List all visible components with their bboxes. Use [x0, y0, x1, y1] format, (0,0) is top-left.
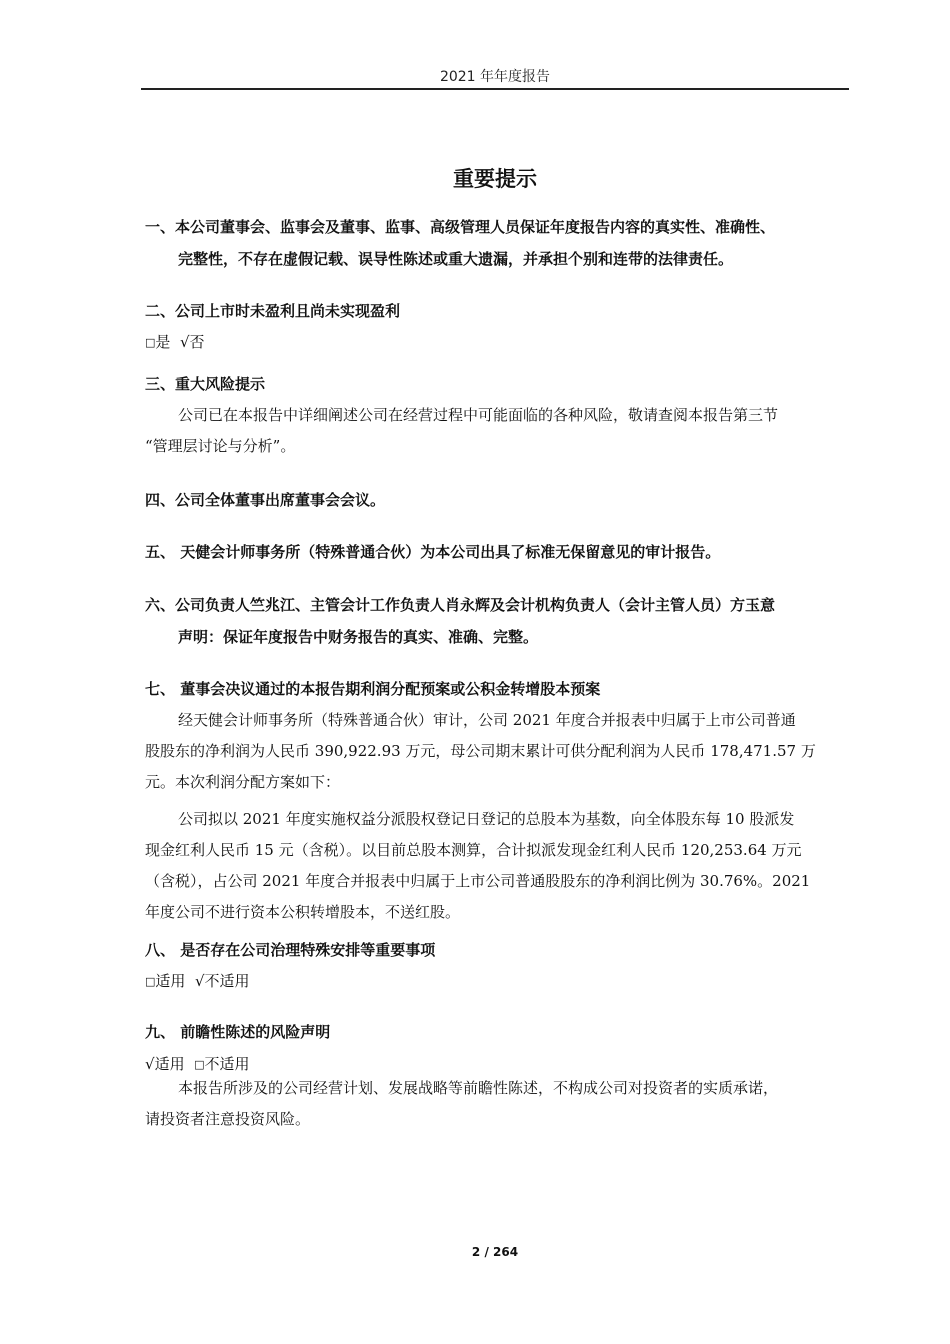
checkmark-icon: √: [179, 333, 190, 351]
option-label: 不适用: [204, 972, 250, 990]
paragraph-line: 股股东的净利润为人民币 390,922.93 万元，母公司期末累计可供分配利润为人民币 178,471.57 万: [145, 742, 816, 760]
paragraph-line: 请投资者注意投资风险。: [145, 1110, 311, 1128]
paragraph-line: 本报告所涉及的公司经营计划、发展战略等前瞻性陈述，不构成公司对投资者的实质承诺，: [178, 1079, 779, 1097]
section-number: 七、: [145, 680, 176, 698]
section-text: 公司全体董事出席董事会会议。: [175, 491, 386, 509]
option-label: 不适用: [204, 1055, 250, 1073]
paragraph-line: “管理层讨论与分析”。: [145, 437, 296, 455]
section-text: 天健会计师事务所（特殊普通合伙）为本公司出具了标准无保留意见的审计报告。: [175, 543, 721, 561]
paragraph-line: 公司已在本报告中详细阐述公司在经营过程中可能面临的各种风险，敬请查阅本报告第三节: [178, 406, 779, 424]
section-text: 重大风险提示: [175, 375, 266, 393]
section-text: 是否存在公司治理特殊安排等重要事项: [175, 941, 436, 959]
option-label: 适用: [154, 1055, 185, 1073]
checkmark-icon: √: [194, 972, 205, 990]
option-line-governance: [145, 969, 250, 994]
section-text: 董事会决议通过的本报告期利润分配预案或公积金转增股本预案: [175, 680, 601, 698]
option-label: 是: [155, 333, 171, 351]
checkbox-icon: □: [145, 336, 156, 349]
paragraph-line: 经天健会计师事务所（特殊普通合伙）审计，公司 2021 年度合并报表中归属于上市公司普通: [178, 711, 796, 729]
checkbox-icon: □: [194, 1058, 205, 1071]
paragraph-line: 元。本次利润分配方案如下：: [145, 773, 341, 791]
page-title: 重要提示: [453, 167, 537, 191]
section-7: [145, 673, 853, 705]
section-text: 声明：保证年度报告中财务报告的真实、准确、完整。: [178, 628, 539, 646]
risk-paragraph: [145, 400, 853, 462]
paragraph-line: 现金红利人民币 15 元（含税）。以目前总股本测算，合计拟派发现金红利人民币 120,253.64 万元: [145, 841, 802, 859]
option-label: 适用: [155, 972, 186, 990]
section-number: 四、: [145, 491, 176, 509]
header-divider: [141, 88, 849, 90]
option-line-listed-profit: [145, 330, 205, 355]
section-1: [145, 211, 853, 275]
section-number: 三、: [145, 375, 176, 393]
section-text: 公司负责人竺兆江、主管会计工作负责人肖永辉及会计机构负责人（会计主管人员）方玉意: [175, 596, 776, 614]
section-4: [145, 484, 853, 516]
forward-paragraph: [145, 1073, 853, 1135]
paragraph-line: 公司拟以 2021 年度实施权益分派股权登记日登记的总股本为基数，向全体股东每 10 股派发: [178, 810, 795, 828]
section-text: 本公司董事会、监事会及董事、监事、高级管理人员保证年度报告内容的真实性、准确性、: [175, 218, 776, 236]
section-text: 公司上市时未盈利且尚未实现盈利: [175, 302, 401, 320]
section-5: [145, 536, 853, 568]
section-number: 八、: [145, 941, 176, 959]
paragraph-line: 年度公司不进行资本公积转增股本，不送红股。: [145, 903, 461, 921]
page-number: 2 / 264: [471, 1245, 519, 1259]
section-number: 五、: [145, 543, 176, 561]
profit-paragraph-1: [145, 705, 853, 798]
profit-paragraph-2: [145, 804, 853, 928]
section-number: 九、: [145, 1023, 176, 1041]
section-number: 一、: [145, 218, 176, 236]
running-header: 2021 年年度报告: [439, 69, 551, 85]
section-number: 二、: [145, 302, 176, 320]
section-text: 完整性，不存在虚假记载、误导性陈述或重大遗漏，并承担个别和连带的法律责任。: [178, 250, 734, 268]
option-label: 否: [189, 333, 205, 351]
checkmark-icon: √: [145, 1055, 155, 1073]
section-text: 前瞻性陈述的风险声明: [175, 1023, 331, 1041]
section-9: [145, 1016, 853, 1048]
section-8: [145, 934, 853, 966]
section-3: [145, 368, 853, 400]
section-number: 六、: [145, 596, 176, 614]
checkbox-icon: □: [145, 975, 156, 988]
paragraph-line: （含税），占公司 2021 年度合并报表中归属于上市公司普通股股东的净利润比例为 30.76%。2021: [145, 872, 811, 890]
section-6: [145, 589, 853, 653]
section-2: [145, 295, 853, 327]
